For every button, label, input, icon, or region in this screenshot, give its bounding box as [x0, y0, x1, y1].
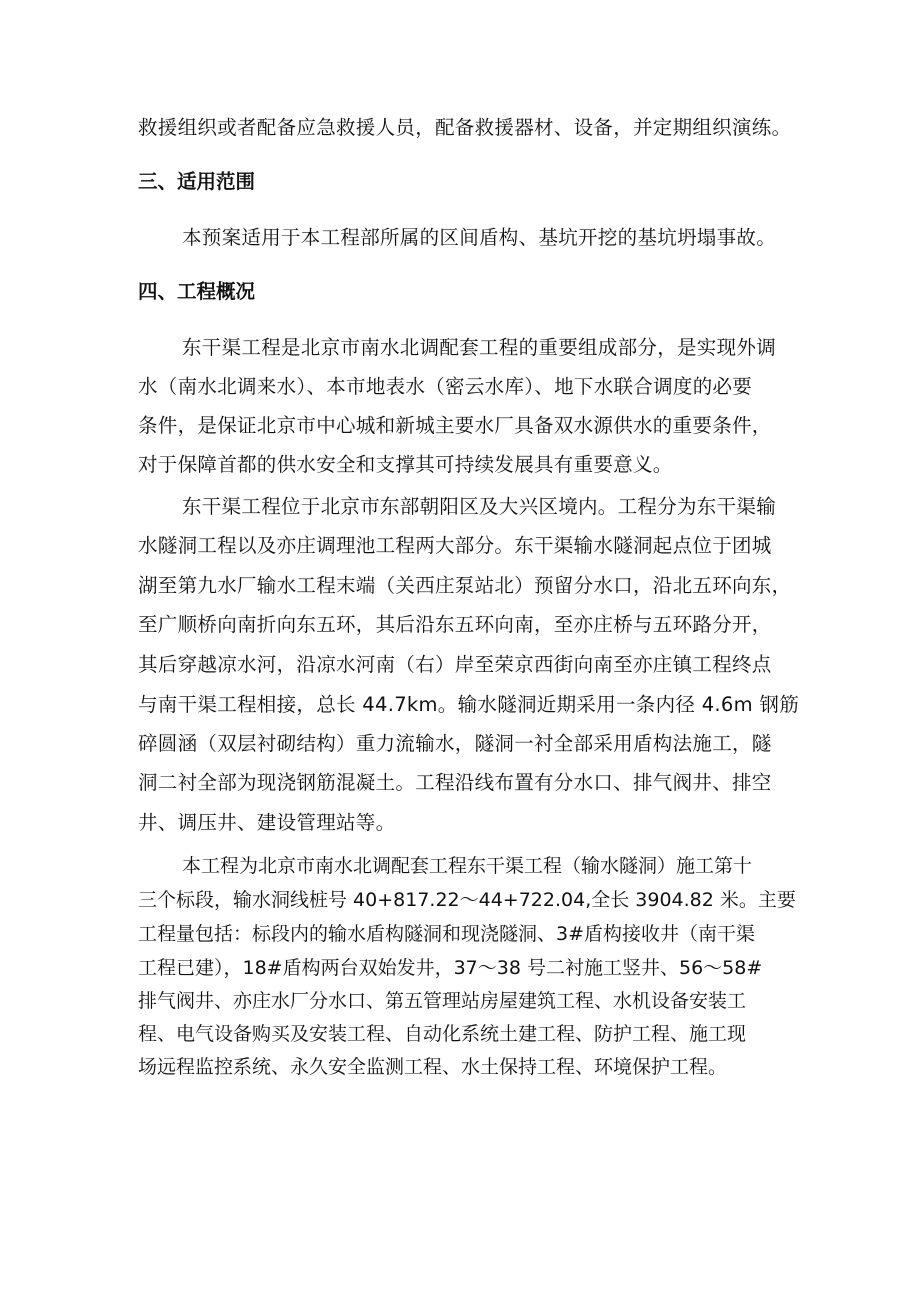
para2-line: 东干渠工程位于北京市东部朝阳区及大兴区境内。工程分为东干渠输 [182, 495, 777, 518]
section-4-heading: 四、工程概况 [138, 280, 256, 303]
para3-line: 工程量包括：标段内的输水盾构隧洞和现浇隧洞、3#盾构接收井（南干渠 [138, 923, 756, 945]
para2-line: 湖至第九水厂输水工程末端（关西庄泵站北）预留分水口，沿北五环向东， [138, 574, 792, 597]
para3-line: 工程已建），18#盾构两台双始发井，37～38 号二衬施工竖井、56～58# [138, 957, 763, 979]
para2-line: 至广顺桥向南折向东五环，其后沿东五环向南，至亦庄桥与五环路分开， [138, 613, 772, 636]
para1-line: 对于保障首都的供水安全和支撑其可持续发展具有重要意义。 [138, 453, 673, 476]
para3-line: 三个标段，输水洞线桩号 40+817.22～44+722.04,全长 3904.82 米。主要 [138, 889, 796, 911]
para1-line: 东干渠工程是北京市南水北调配套工程的重要组成部分，是实现外调 [182, 336, 777, 359]
para3-line: 场远程监控系统、永久安全监测工程、水土保持工程、环境保护工程。 [138, 1056, 728, 1078]
intro-line: 救援组织或者配备应急救援人员，配备救援器材、设备，并定期组织演练。 [138, 116, 792, 139]
para3-line: 程、电气设备购买及安装工程、自动化系统土建工程、防护工程、施工现 [138, 1023, 747, 1045]
para2-line: 与南干渠工程相接，总长 44.7km。输水隧洞近期采用一条内径 4.6m 钢筋 [138, 693, 800, 716]
para2-line: 其后穿越凉水河，沿凉水河南（右）岸至荣京西街向南至亦庄镇工程终点 [138, 653, 772, 676]
section-3-heading: 三、适用范围 [138, 170, 256, 193]
para3-line: 本工程为北京市南水北调配套工程东干渠工程（输水隧洞）施工第十 [182, 855, 753, 877]
para2-line: 水隧洞工程以及亦庄调理池工程两大部分。东干渠输水隧洞起点位于团城 [138, 534, 772, 557]
section-3-paragraph: 本预案适用于本工程部所属的区间盾构、基坑开挖的基坑坍塌事故。 [182, 226, 777, 249]
para3-line: 排气阀井、亦庄水厂分水口、第五管理站房屋建筑工程、水机设备安装工 [138, 990, 747, 1012]
para2-line: 碎圆涵（双层衬砌结构）重力流输水，隧洞一衬全部采用盾构法施工，隧 [138, 732, 772, 755]
para2-line: 洞二衬全部为现浇钢筋混凝土。工程沿线布置有分水口、排气阀井、排空 [138, 771, 772, 794]
para1-line: 水（南水北调来水）、本市地表水（密云水库）、地下水联合调度的必要 [138, 375, 753, 398]
para2-line: 井、调压井、建设管理站等。 [138, 811, 396, 834]
para1-line: 条件，是保证北京市中心城和新城主要水厂具备双水源供水的重要条件， [138, 414, 772, 437]
